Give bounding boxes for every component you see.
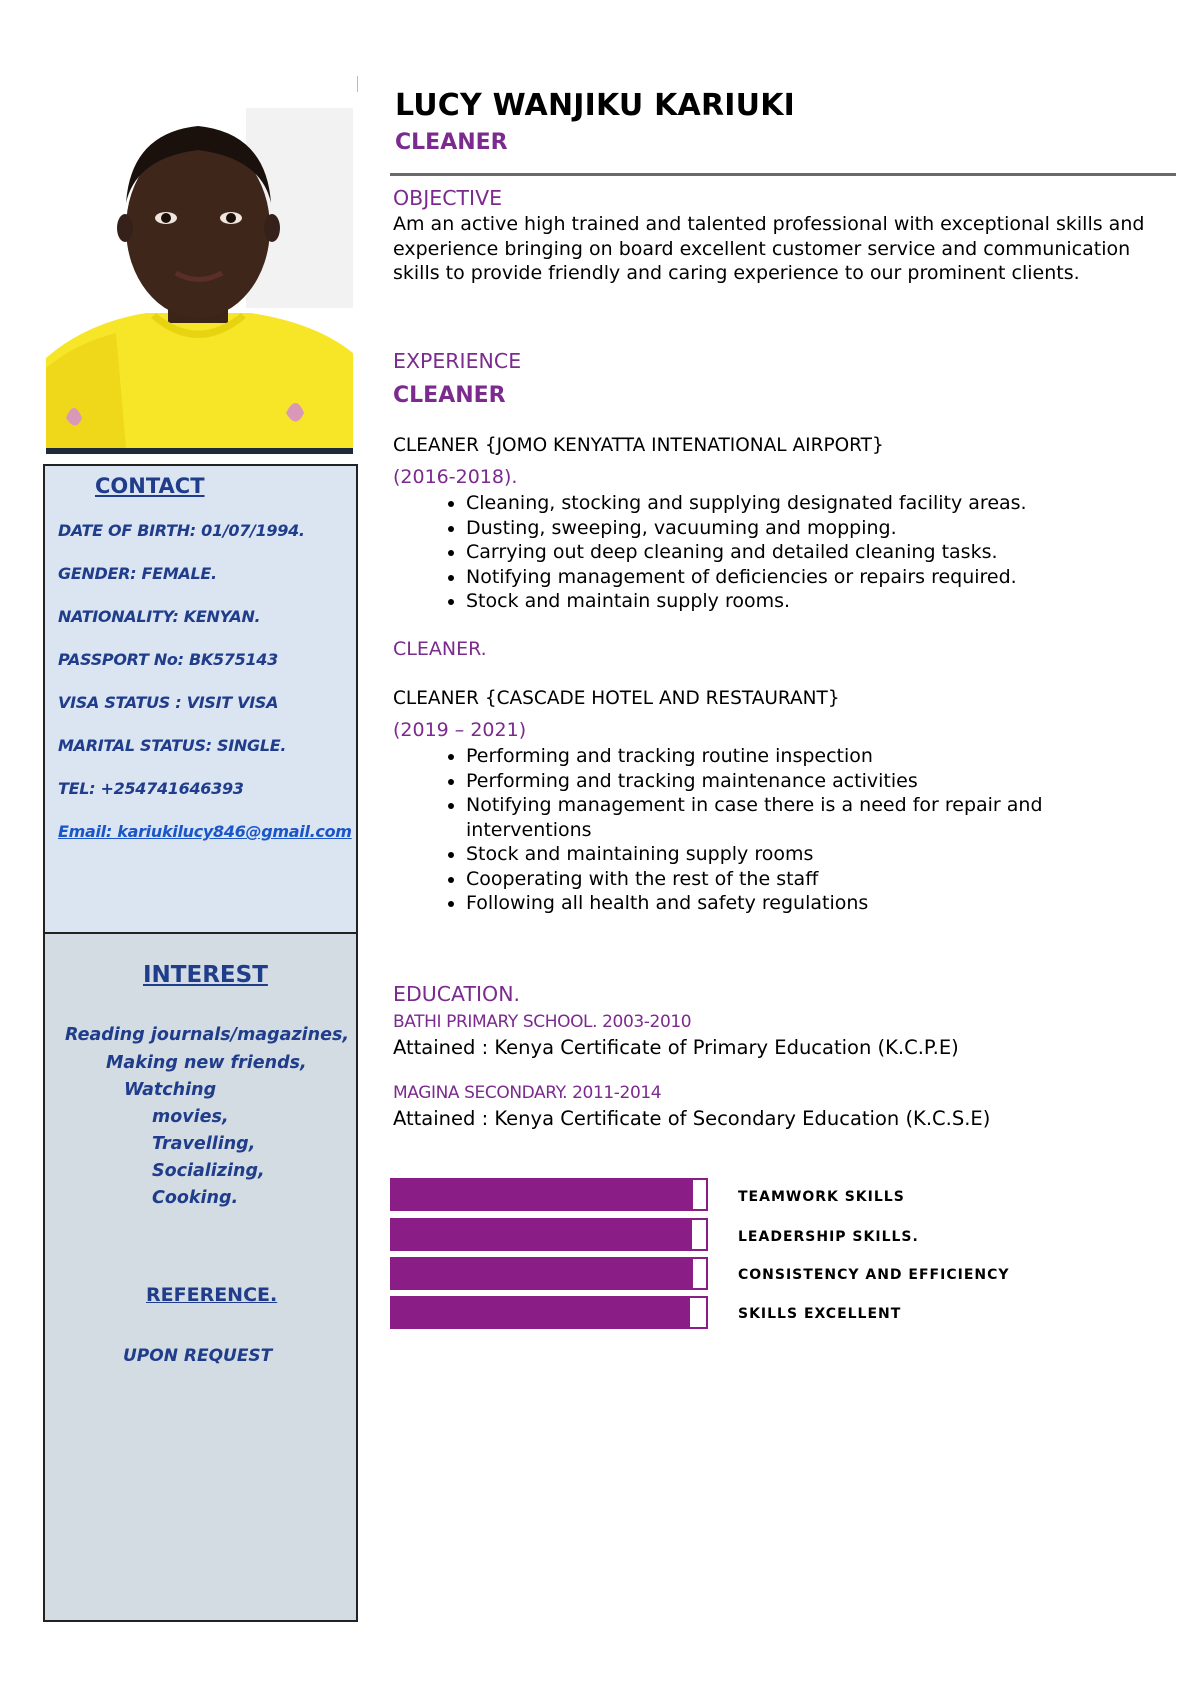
skill-fill	[392, 1298, 690, 1327]
candidate-name: LUCY WANJIKU KARIUKI	[395, 88, 796, 123]
skill-bar-leadership	[390, 1218, 708, 1251]
job-2-dates: (2019 – 2021)	[393, 719, 527, 741]
experience-subheading: CLEANER	[393, 383, 506, 408]
interest-heading: INTEREST	[143, 962, 268, 988]
list-item: • Following all health and safety regulations	[466, 891, 1176, 916]
skill-label-leadership: LEADERSHIP SKILLS.	[738, 1229, 919, 1245]
job-2-employer: CLEANER {CASCADE HOTEL AND RESTAURANT}	[393, 688, 840, 709]
interest-item: Travelling,	[152, 1134, 256, 1154]
skill-label-teamwork: TEAMWORK SKILLS	[738, 1189, 905, 1205]
interest-item: Making new friends,	[106, 1053, 307, 1073]
job-1-duties	[430, 491, 1166, 614]
skill-fill	[392, 1220, 692, 1249]
education-attained-1: Attained : Kenya Certificate of Primary Education (K.C.P.E)	[393, 1036, 959, 1059]
list-item: • Cooperating with the rest of the staff	[466, 867, 1176, 892]
skill-bar-excellent	[390, 1296, 708, 1329]
list-item: • Performing and tracking routine inspection	[466, 744, 1176, 769]
skill-bar-consistency	[390, 1257, 708, 1290]
list-item: • Dusting, sweeping, vacuuming and mopping.	[466, 516, 1166, 541]
skill-label-consistency: CONSISTENCY AND EFFICIENCY	[738, 1267, 1010, 1283]
dob-text: DATE OF BIRTH: 01/07/1994.	[58, 521, 305, 540]
job-title: CLEANER	[395, 130, 508, 155]
education-school-2: MAGINA SECONDARY. 2011-2014	[393, 1083, 662, 1103]
contact-heading: CONTACT	[95, 474, 205, 498]
list-item: • Stock and maintaining supply rooms	[466, 842, 1176, 867]
interest-item: movies,	[152, 1107, 229, 1127]
experience-heading: EXPERIENCE	[393, 349, 522, 373]
job-1-employer: CLEANER {JOMO KENYATTA INTENATIONAL AIRPORT}	[393, 435, 884, 456]
education-heading: EDUCATION.	[393, 982, 521, 1006]
phone-text: TEL: +254741646393	[58, 779, 244, 798]
job-2-duties	[430, 744, 1176, 916]
reference-heading: REFERENCE.	[146, 1284, 278, 1306]
reference-text: UPON REQUEST	[123, 1346, 273, 1366]
skill-label-excellent: SKILLS EXCELLENT	[738, 1306, 902, 1322]
list-item: • Carrying out deep cleaning and detailed cleaning tasks.	[466, 540, 1166, 565]
passport-text: PASSPORT No: BK575143	[58, 650, 278, 669]
interest-item: Watching	[124, 1080, 217, 1100]
education-attained-2: Attained : Kenya Certificate of Secondary Education (K.C.S.E)	[393, 1107, 991, 1130]
skill-fill	[392, 1180, 693, 1209]
marital-status-text: MARITAL STATUS: SINGLE.	[58, 736, 287, 755]
list-item: • Stock and maintain supply rooms.	[466, 589, 1166, 614]
skill-bar-teamwork	[390, 1178, 708, 1211]
email-link[interactable]: Email: kariukilucy846@gmail.com	[58, 822, 352, 841]
list-item: • Performing and tracking maintenance activities	[466, 769, 1176, 794]
list-item: • Cleaning, stocking and supplying designated facility areas.	[466, 491, 1166, 516]
education-school-1: BATHI PRIMARY SCHOOL. 2003-2010	[393, 1012, 692, 1032]
visa-status-text: VISA STATUS : VISIT VISA	[58, 693, 279, 712]
skill-fill	[392, 1259, 693, 1288]
interest-item: Reading journals/magazines,	[65, 1025, 350, 1045]
interest-item: Socializing,	[152, 1161, 265, 1181]
job-1-dates: (2016-2018).	[393, 466, 518, 488]
objective-heading: OBJECTIVE	[393, 186, 503, 210]
header-rule	[390, 173, 1176, 176]
photo-bottom-edge	[46, 448, 353, 454]
list-item: • Notifying management in case there is a need for repair and interventions	[466, 793, 1086, 842]
list-item: • Notifying management of deficiencies or repairs required.	[466, 565, 1166, 590]
interest-item: Cooking.	[152, 1188, 239, 1208]
nationality-text: NATIONALITY: KENYAN.	[58, 607, 261, 626]
gender-text: GENDER: FEMALE.	[58, 564, 217, 583]
objective-text: Am an active high trained and talented professional with exceptional skills and experience bringing on board excellent customer service and communication skills to provide friendly and caring experience to our prominent clients.	[393, 213, 1145, 284]
job-2-role: CLEANER.	[393, 638, 487, 660]
profile-photo	[46, 108, 353, 448]
